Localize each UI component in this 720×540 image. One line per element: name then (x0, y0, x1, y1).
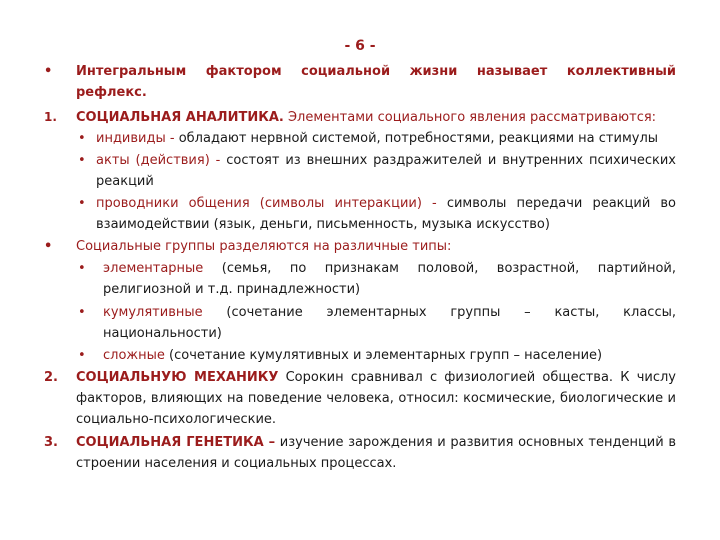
group-term: сложные (103, 348, 165, 363)
group-desc: (сочетание элементарных группы – касты, классы, национальности) (103, 305, 676, 341)
bullet-marker: • (78, 348, 86, 363)
bullet-marker: • (78, 305, 86, 320)
bullet-marker: • (78, 131, 86, 146)
group-desc: (семья, по признакам половой, возрастной, партийной, религиозной и т.д. принадлежности) (103, 261, 676, 297)
analytics-desc: состоят из внешних раздражителей и внутренних психических реакций (96, 153, 676, 189)
group-term: элементарные (103, 261, 204, 276)
mechanics-text: Сорокин сравнивал с физиологией общества. К числу факторов, влияющих на поведение человека, относил: космические, биологические и социально-психологические. (76, 370, 676, 427)
groups-heading: Социальные группы разделяются на различные типы: (76, 239, 452, 254)
mechanics-title: СОЦИАЛЬНУЮ МЕХАНИКУ (76, 370, 279, 385)
number-marker-2: 2. (44, 370, 58, 385)
group-item (103, 302, 676, 344)
analytics-term: проводники общения (символы интеракции) - (96, 196, 437, 211)
number-marker-1: 1. (44, 110, 57, 124)
analytics-item (96, 193, 676, 235)
analytics-desc: обладают нервной системой, потребностями, реакциями на стимулы (174, 131, 659, 146)
analytics-title: СОЦИАЛЬНАЯ АНАЛИТИКА. (76, 110, 284, 125)
group-item (103, 345, 676, 366)
bullet-marker: • (44, 239, 53, 254)
analytics-rest: Элементами социального явления рассматриваются: (283, 110, 657, 125)
group-item (103, 258, 676, 300)
genetics-text: изучение зарождения и развития основных тенденций в строении населения и социальных процессах. (76, 435, 676, 471)
analytics-item (96, 150, 676, 192)
group-term: кумулятивные (103, 305, 203, 320)
analytics-term: индивиды - (96, 131, 175, 146)
analytics-desc: символы передачи реакций во взаимодействии (язык, деньги, письменность, музыка искусство) (96, 196, 676, 232)
genetics-paragraph (76, 432, 676, 474)
genetics-title: СОЦИАЛЬНАЯ ГЕНЕТИКА – (76, 435, 276, 450)
mechanics-paragraph (76, 367, 676, 430)
intro-text: Интегральным фактором социальной жизни называет коллективный рефлекс. (76, 64, 676, 100)
bullet-marker: • (78, 261, 86, 276)
number-marker-3: 3. (44, 435, 58, 450)
page-number: - 6 - (344, 38, 376, 54)
analytics-item (96, 128, 676, 149)
bullet-marker: • (78, 153, 86, 168)
analytics-heading (76, 107, 676, 128)
bullet-marker: • (78, 196, 86, 211)
group-desc: (сочетание кумулятивных и элементарных групп – население) (164, 348, 603, 363)
analytics-term: акты (действия) - (96, 153, 221, 168)
bullet-marker: • (44, 64, 53, 79)
